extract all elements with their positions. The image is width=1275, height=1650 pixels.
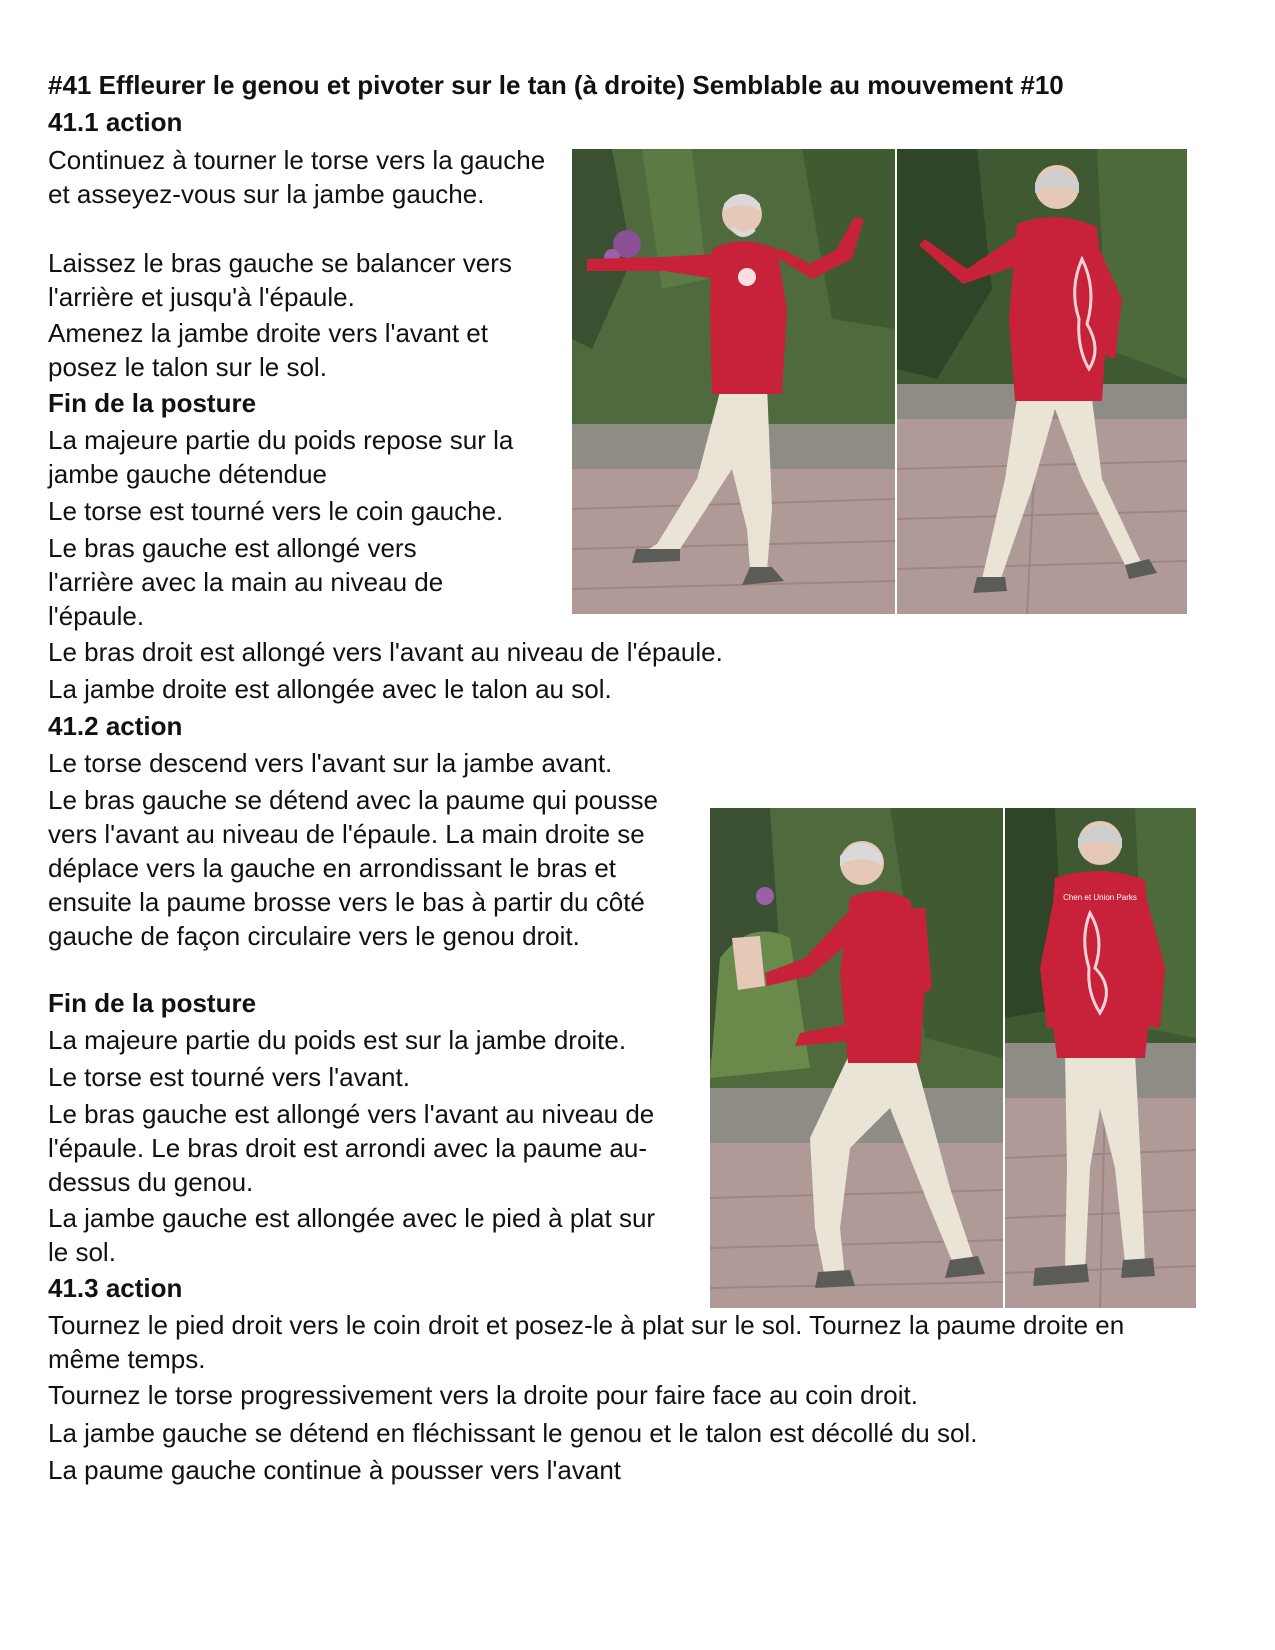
person-illustration bbox=[572, 149, 895, 614]
paragraph: Le bras gauche est allongé vers l'avant au niveau de l'épaule. Le bras droit est arrondi avec la paume au-dessus du genou. bbox=[48, 1099, 655, 1197]
paragraph: Le bras gauche est allongé vers l'arrière avec la main au niveau de l'épaule. bbox=[48, 533, 444, 631]
end-of-posture-heading: Fin de la posture bbox=[48, 388, 257, 418]
page-title: #41 Effleurer le genou et pivoter sur le tan (à droite) Semblable au mouvement #10 bbox=[48, 70, 1064, 100]
paragraph: Le bras gauche se détend avec la paume qui pousse vers l'avant au niveau de l'épaule. La main droite se déplace vers la gauche en arrondissant le bras et ensuite la paume brosse vers le bas à partir du côté gauche de façon circulaire vers le genou droit. bbox=[48, 785, 658, 951]
person-illustration bbox=[1005, 808, 1196, 1308]
person-illustration bbox=[710, 808, 1003, 1308]
section-heading-41-2: 41.2 action bbox=[48, 711, 183, 741]
paragraph: Le torse descend vers l'avant sur la jambe avant. bbox=[48, 748, 613, 778]
section-heading-41-1: 41.1 action bbox=[48, 107, 183, 137]
paragraph: La jambe droite est allongée avec le talon au sol. bbox=[48, 674, 612, 704]
shirt-print-text: Chen et Union Parks bbox=[1063, 893, 1137, 902]
paragraph: Le bras droit est allongé vers l'avant au niveau de l'épaule. bbox=[48, 637, 723, 667]
section-heading-41-3: 41.3 action bbox=[48, 1273, 183, 1303]
paragraph: Laissez le bras gauche se balancer vers l'arrière et jusqu'à l'épaule. bbox=[48, 248, 512, 312]
paragraph: La paume gauche continue à pousser vers l'avant bbox=[48, 1455, 622, 1485]
photo-41-1-back-view bbox=[897, 149, 1187, 614]
paragraph: La jambe gauche se détend en fléchissant le genou et le talon est décollé du sol. bbox=[48, 1418, 978, 1448]
paragraph: Continuez à tourner le torse vers la gauche et asseyez-vous sur la jambe gauche. bbox=[48, 145, 546, 209]
paragraph: Le torse est tourné vers le coin gauche. bbox=[48, 496, 504, 526]
person-illustration bbox=[897, 149, 1187, 614]
paragraph: Tournez le torse progressivement vers la droite pour faire face au coin droit. bbox=[48, 1380, 918, 1410]
end-of-posture-heading: Fin de la posture bbox=[48, 988, 257, 1018]
paragraph: La majeure partie du poids est sur la jambe droite. bbox=[48, 1025, 627, 1055]
paragraph: La jambe gauche est allongée avec le pied à plat sur le sol. bbox=[48, 1203, 656, 1267]
photo-41-1-front-view bbox=[572, 149, 895, 614]
photo-41-2-front-view bbox=[710, 808, 1003, 1308]
photo-41-2-back-view bbox=[1005, 808, 1196, 1308]
paragraph: Tournez le pied droit vers le coin droit et posez-le à plat sur le sol. Tournez la paume droite en même temps. bbox=[48, 1310, 1125, 1374]
paragraph: La majeure partie du poids repose sur la jambe gauche détendue bbox=[48, 425, 514, 489]
paragraph: Amenez la jambe droite vers l'avant et posez le talon sur le sol. bbox=[48, 318, 488, 382]
paragraph: Le torse est tourné vers l'avant. bbox=[48, 1062, 410, 1092]
